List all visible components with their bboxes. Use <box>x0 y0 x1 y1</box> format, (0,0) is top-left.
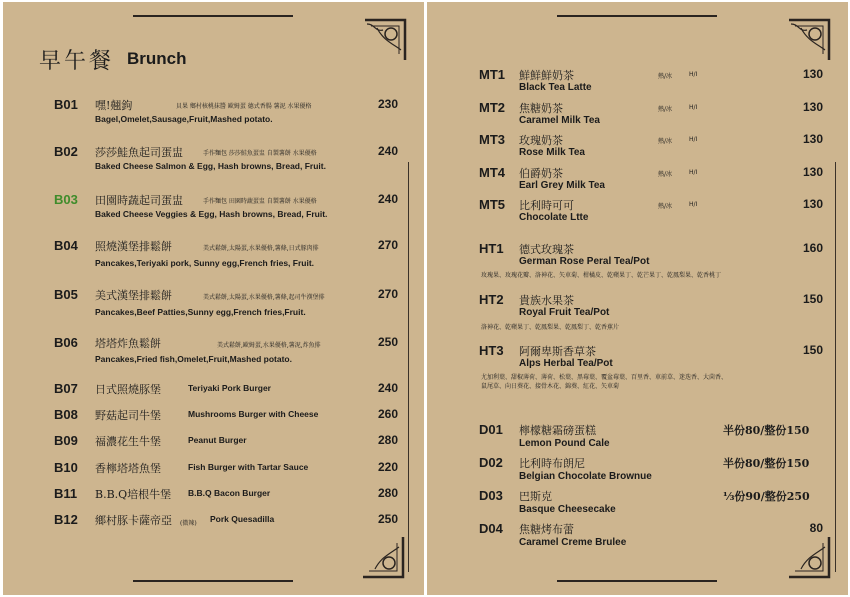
item-name-cn: 田園時蔬起司蛋盅 <box>95 194 183 207</box>
item-name-cn: 阿爾卑斯香草茶 <box>519 345 596 358</box>
bottom-rule <box>557 580 717 582</box>
item-price: ⅓份90/整份250 <box>723 490 810 503</box>
item-code: B03 <box>54 192 78 207</box>
ingredients-line: 洛神花、乾蘋果丁、乾鳳梨果、乾鳳梨丁、乾香蕉片 <box>481 324 620 331</box>
section-title-cn: 早午餐 <box>39 49 115 74</box>
size-option: H/I <box>689 201 698 208</box>
item-name-en: Lemon Pound Cale <box>519 438 610 449</box>
corner-ornament-icon <box>363 16 409 62</box>
size-option: H/I <box>689 104 698 111</box>
item-code: B01 <box>54 97 78 112</box>
item-name-en: Caramel Milk Tea <box>519 115 600 126</box>
item-name-en: Mushrooms Burger with Cheese <box>188 409 319 419</box>
item-description: 美式鬆餅,歐姆蛋,水果優格,薯泥,炸魚排 <box>217 342 321 349</box>
item-name-en: Bagel,Omelet,Sausage,Fruit,Mashed potato. <box>95 114 273 124</box>
item-name-en: German Rose Peral Tea/Pot <box>519 256 650 267</box>
size-option: H/I <box>689 136 698 143</box>
menu-page-brunch <box>3 2 424 595</box>
item-name-en: Royal Fruit Tea/Pot <box>519 307 610 318</box>
side-rule <box>408 162 409 572</box>
item-name-en: Teriyaki Pork Burger <box>188 383 271 393</box>
ingredients-line: 玫瑰果、玫瑰花瓣、洛神花、矢車菊、柑橘皮、乾蘋果丁、乾芒果丁、乾鳳梨果、乾香桃丁 <box>481 272 722 279</box>
item-description: 美式鬆餅,太陽蛋,水果優格,薯條,日式豚肉排 <box>203 245 319 252</box>
item-name-en: Pork Quesadilla <box>210 514 275 524</box>
item-description: 美式鬆餅,太陽蛋,水果優格,薯條,起司牛漢堡排 <box>203 294 325 301</box>
item-code: B08 <box>54 407 78 422</box>
item-name-en: Black Tea Latte <box>519 82 592 93</box>
item-name-en: Pancakes,Teriyaki pork, Sunny egg,French fries, Fruit. <box>95 258 315 268</box>
item-name-cn: 野菇起司牛堡 <box>95 409 161 422</box>
item-name-cn: 比利時布朗尼 <box>519 457 585 470</box>
item-price: 130 <box>802 132 823 146</box>
item-name-cn: 鄉村豚卡薩帝亞 <box>95 514 172 527</box>
item-name-en: Basque Cheesecake <box>519 504 616 515</box>
temperature-option: 熱/冰 <box>658 203 673 210</box>
item-name-cn: 玫瑰奶茶 <box>519 134 563 147</box>
item-name-en: Caramel Creme Brulee <box>519 537 627 548</box>
item-price: 250 <box>377 335 398 349</box>
item-name-cn: 檸檬糖霜磅蛋糕 <box>519 424 596 437</box>
item-price: 130 <box>802 100 823 114</box>
item-name-cn: 莎莎鮭魚起司蛋盅 <box>95 146 183 159</box>
item-name-cn: 香檸塔塔魚堡 <box>95 462 161 475</box>
item-code: B06 <box>54 335 78 350</box>
item-name-cn: 比利時可可 <box>519 199 574 212</box>
corner-ornament-icon <box>787 16 833 62</box>
item-code: B02 <box>54 144 78 159</box>
item-price: 150 <box>802 292 823 306</box>
item-price: 半份80/整份150 <box>723 457 810 470</box>
spice-note: (微辣) <box>180 520 197 527</box>
item-price: 230 <box>377 97 398 111</box>
item-code: B09 <box>54 433 78 448</box>
item-name-en: Chocolate Ltte <box>519 212 589 223</box>
item-code: MT2 <box>479 100 505 115</box>
corner-ornament-icon <box>787 535 833 581</box>
item-name-cn: 貴族水果茶 <box>519 294 574 307</box>
item-price: 280 <box>377 486 398 500</box>
item-code: B07 <box>54 381 78 396</box>
item-name-cn: 焦糖烤布蕾 <box>519 523 574 536</box>
item-name-cn: 美式漢堡排鬆餅 <box>95 289 172 302</box>
ingredients-line: 鼠尾草、向日葵花、接骨木花、錦葵、紅花、矢車菊 <box>481 383 620 390</box>
bottom-rule <box>133 580 293 582</box>
item-price: 220 <box>377 460 398 474</box>
temperature-option: 熱/冰 <box>658 138 673 145</box>
item-description: 手作麵包 田園時蔬蛋盅 自製薯餅 水果優格 <box>203 198 317 205</box>
item-code: HT1 <box>479 241 504 256</box>
item-name-cn: 日式照燒豚堡 <box>95 383 161 396</box>
item-name-cn: 嘿!翹鉤 <box>95 99 133 112</box>
menu-page-drinks-desserts <box>427 2 848 595</box>
item-price: 130 <box>802 197 823 211</box>
item-name-en: Belgian Chocolate Brownue <box>519 471 652 482</box>
item-name-cn: 伯爵奶茶 <box>519 167 563 180</box>
item-price: 130 <box>802 165 823 179</box>
item-name-en: Pancakes,Beef Patties,Sunny egg,French fries,Fruit. <box>95 307 306 317</box>
item-code: HT2 <box>479 292 504 307</box>
temperature-option: 熱/冰 <box>658 171 673 178</box>
item-name-cn: 塔塔炸魚鬆餅 <box>95 337 161 350</box>
item-name-en: Baked Cheese Salmon & Egg, Hash browns, Bread, Fruit. <box>95 161 326 171</box>
item-price: 150 <box>802 343 823 357</box>
top-rule <box>133 15 293 17</box>
item-description: 貝果 鄉村核桃抹醬 歐姆蛋 德式香腸 薯泥 水果優格 <box>176 103 312 110</box>
item-name-en: Earl Grey Milk Tea <box>519 180 605 191</box>
item-name-en: Fish Burger with Tartar Sauce <box>188 462 309 472</box>
item-price: 280 <box>377 433 398 447</box>
size-option: H/I <box>689 71 698 78</box>
item-price: 270 <box>377 287 398 301</box>
size-option: H/I <box>689 169 698 176</box>
item-name-cn: 福濃花生牛堡 <box>95 435 161 448</box>
item-name-en: Peanut Burger <box>188 435 247 445</box>
item-price: 130 <box>802 67 823 81</box>
item-code: D03 <box>479 488 503 503</box>
corner-ornament-icon <box>361 535 407 581</box>
item-name-en: Baked Cheese Veggies & Egg, Hash browns, Bread, Fruit. <box>95 209 328 219</box>
item-name-cn: 照燒漢堡排鬆餅 <box>95 240 172 253</box>
item-code: B04 <box>54 238 78 253</box>
item-code: MT5 <box>479 197 505 212</box>
item-code: D01 <box>479 422 503 437</box>
item-name-cn: 焦糖奶茶 <box>519 102 563 115</box>
temperature-option: 熱/冰 <box>658 106 673 113</box>
item-code: MT4 <box>479 165 505 180</box>
item-name-cn: 鮮鮮鮮奶茶 <box>519 69 574 82</box>
item-code: MT1 <box>479 67 505 82</box>
top-rule <box>557 15 717 17</box>
item-price: 260 <box>377 407 398 421</box>
item-name-en: Pancakes,Fried fish,Omelet,Fruit,Mashed potato. <box>95 354 292 364</box>
item-code: B11 <box>54 486 78 501</box>
item-name-cn: 德式玫瑰茶 <box>519 243 574 256</box>
item-name-en: Rose Milk Tea <box>519 147 585 158</box>
item-code: B10 <box>54 460 78 475</box>
item-name-cn: 巴斯克 <box>519 490 552 503</box>
item-description: 手作麵包 莎莎鮭魚蛋盅 自製薯餅 水果優格 <box>203 150 317 157</box>
item-code: B05 <box>54 287 78 302</box>
item-price: 240 <box>377 144 398 158</box>
item-price: 250 <box>377 512 398 526</box>
item-price: 80 <box>809 521 823 535</box>
temperature-option: 熱/冰 <box>658 73 673 80</box>
item-price: 半份80/整份150 <box>723 424 810 437</box>
item-code: MT3 <box>479 132 505 147</box>
item-price: 270 <box>377 238 398 252</box>
item-code: B12 <box>54 512 78 527</box>
side-rule <box>835 162 836 572</box>
item-name-en: B.B.Q Bacon Burger <box>188 488 271 498</box>
item-code: HT3 <box>479 343 504 358</box>
ingredients-line: 尤加利葉、甜椒薄荷、薄荷、松葉、黑莓葉、覆盆莓葉、百里香、車前草、迷迭香、大茴香、 <box>481 374 728 381</box>
item-price: 160 <box>802 241 823 255</box>
section-title-en: Brunch <box>127 49 187 68</box>
item-code: D04 <box>479 521 503 536</box>
item-name-cn: B.B.Q培根牛堡 <box>95 488 172 501</box>
item-code: D02 <box>479 455 503 470</box>
item-price: 240 <box>377 192 398 206</box>
item-name-en: Alps Herbal Tea/Pot <box>519 358 613 369</box>
item-price: 240 <box>377 381 398 395</box>
